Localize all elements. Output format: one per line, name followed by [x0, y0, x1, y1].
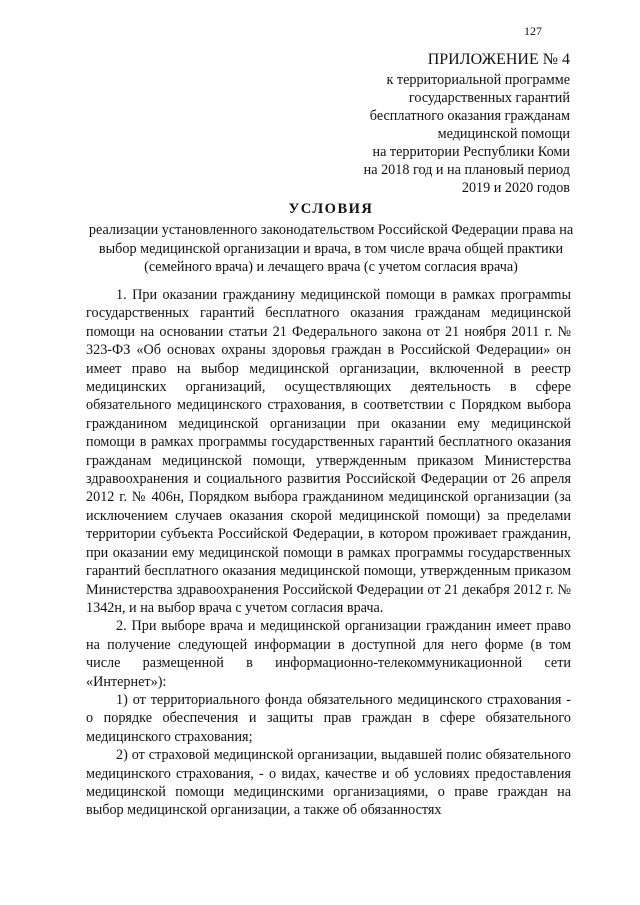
appendix-heading: ПРИЛОЖЕНИЕ № 4 — [427, 51, 570, 68]
appendix-line: на территории Республики Коми — [372, 144, 570, 160]
document-title: УСЛОВИЯ — [288, 201, 374, 217]
appendix-line: государственных гарантий — [408, 90, 570, 106]
document-title-block — [70, 200, 592, 277]
appendix-header — [364, 50, 570, 197]
paragraph-2-item-1: 1) от территориального фонда обязательного медицинского страхования - о порядке обеспечения и защиты прав граждан в сфере обязательного медицинского страхования; — [86, 691, 571, 745]
appendix-line: на 2018 год и на плановый период — [363, 162, 570, 178]
appendix-line: 2019 и 2020 годов — [461, 180, 570, 196]
appendix-line: медицинской помощи — [437, 126, 570, 142]
document-body — [86, 286, 571, 820]
page-number: 127 — [524, 24, 542, 38]
paragraph-2-item-2: 2) от страховой медицинской организации, выдавшей полис обязательного медицинского страхования, - о видах, качестве и об условиях предоставления медицинской помощи медицинскими организациями, о праве граждан на выбор медицинской организации, а также об обязанностях — [86, 747, 571, 819]
appendix-line: к территориальной программе — [386, 72, 570, 88]
document-subtitle: реализации установленного законодательством Российской Федерации права на выбор медицинской организации и врача, в том числе врача общей практики (семейного врача) и лечащего врача (с учетом согласия врача) — [88, 222, 574, 275]
paragraph-2: 2. При выборе врача и медицинской организации гражданин имеет право на получение следующей информации в доступной для него форме (в том числе размещенной в информационно-телекоммуникационной сети «Интернет»): — [86, 618, 571, 690]
appendix-line: бесплатного оказания гражданам — [369, 108, 570, 124]
paragraph-1: 1. При оказании гражданину медицинской помощи в рамках програмmы государственных гарантий бесплатного оказания гражданам медицинской помощи на основании статьи 21 Федерального закона от 21 ноября 2011 г. № 323-ФЗ «Об основах охраны здоровья граждан в Российской Федерации» он имеет право на выбор медицинской организации, включенной в реестр медицинских организаций, осуществляющих деятельность в сфере обязательного медицинского страхования, в соответствии с Порядком выбора гражданином медицинской организации при оказании ему медицинской помощи в рамках программы государственных гарантий бесплатного оказания гражданам медицинской помощи, утвержденным приказом Министерства здравоохранения и социального развития Российской Федерации от 26 апреля 2012 г. № 406н, Порядком выбора гражданином медицинской организации (за исключением случаев оказания скорой медицинской помощи) за пределами территории субъекта Российской Федерации, в котором проживает гражданин, при оказании ему медицинской помощи в рамках программы государственных гарантий бесплатного оказания медицинской помощи, утвержденным приказом Министерства здравоохранения Российской Федерации от 21 декабря 2012 г. № 1342н, и на выбор врача с учетом согласия врача. — [86, 287, 571, 616]
